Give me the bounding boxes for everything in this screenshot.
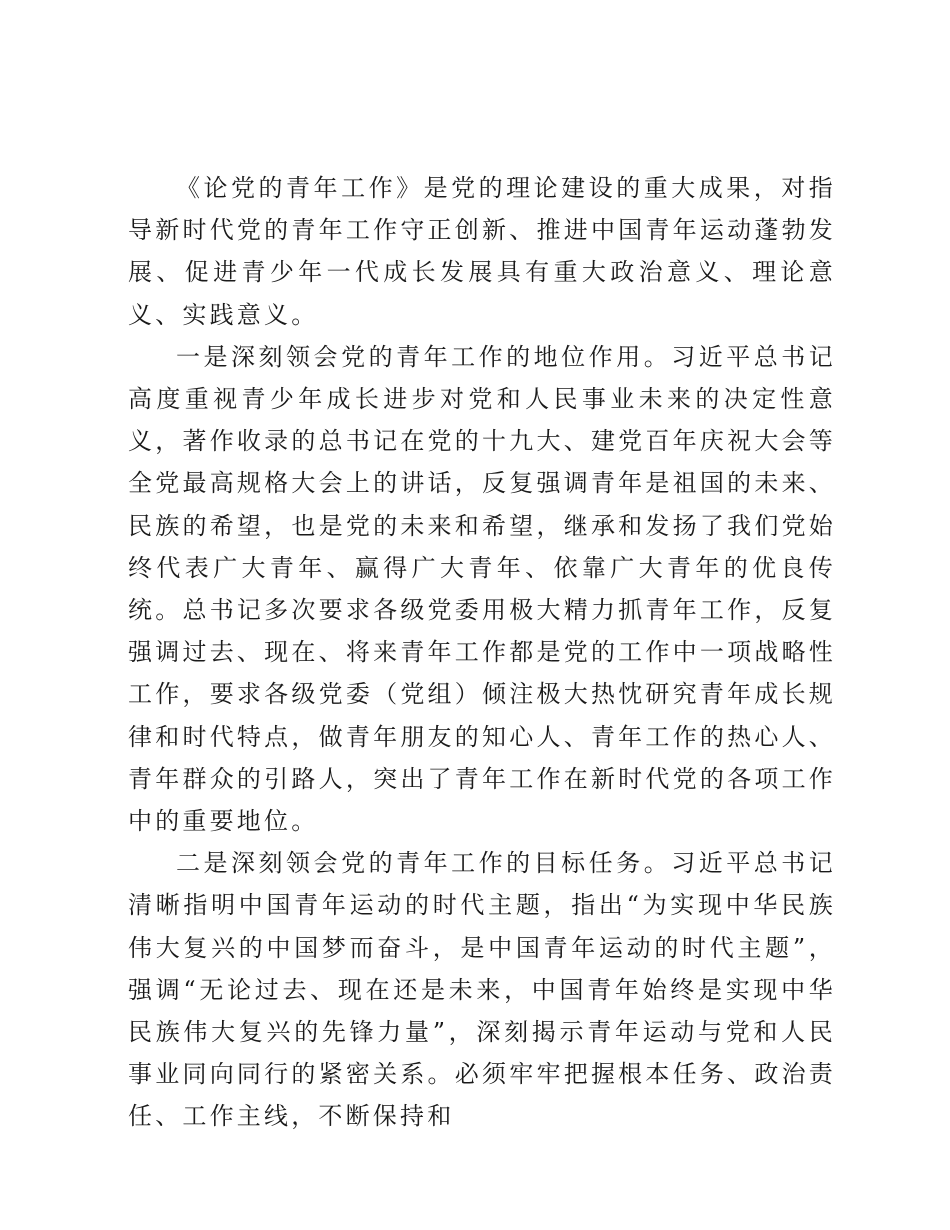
document-body <box>128 167 836 1138</box>
paragraph-status-role: 一是深刻领会党的青年工作的地位作用。习近平总书记高度重视青少年成长进步对党和人民事业未来的决定性意义，著作收录的总书记在党的十九大、建党百年庆祝大会等全党最高规格大会上的讲话，反复强调青年是祖国的未来、民族的希望，也是党的未来和希望，继承和发扬了我们党始终代表广大青年、赢得广大青年、依靠广大青年的优良传统。总书记多次要求各级党委用极大精力抓青年工作，反复强调过去、现在、将来青年工作都是党的工作中一项战略性工作，要求各级党委（党组）倾注极大热忱研究青年成长规律和时代特点，做青年朋友的知心人、青年工作的热心人、青年群众的引路人，突出了青年工作在新时代党的各项工作中的重要地位。 <box>128 342 836 836</box>
paragraph-intro: 《论党的青年工作》是党的理论建设的重大成果，对指导新时代党的青年工作守正创新、推进中国青年运动蓬勃发展、促进青少年一代成长发展具有重大政治意义、理论意义、实践意义。 <box>128 174 836 329</box>
paragraph-goals-tasks: 二是深刻领会党的青年工作的目标任务。习近平总书记清晰指明中国青年运动的时代主题，指出“为实现中华民族伟大复兴的中国梦而奋斗，是中国青年运动的时代主题”，强调“无论过去、现在还是未来，中国青年始终是实现中华民族伟大复兴的先锋力量”，深刻揭示青年运动与党和人民事业同向同行的紧密关系。必须牢牢把握根本任务、政治责任、工作主线，不断保持和 <box>128 849 836 1131</box>
